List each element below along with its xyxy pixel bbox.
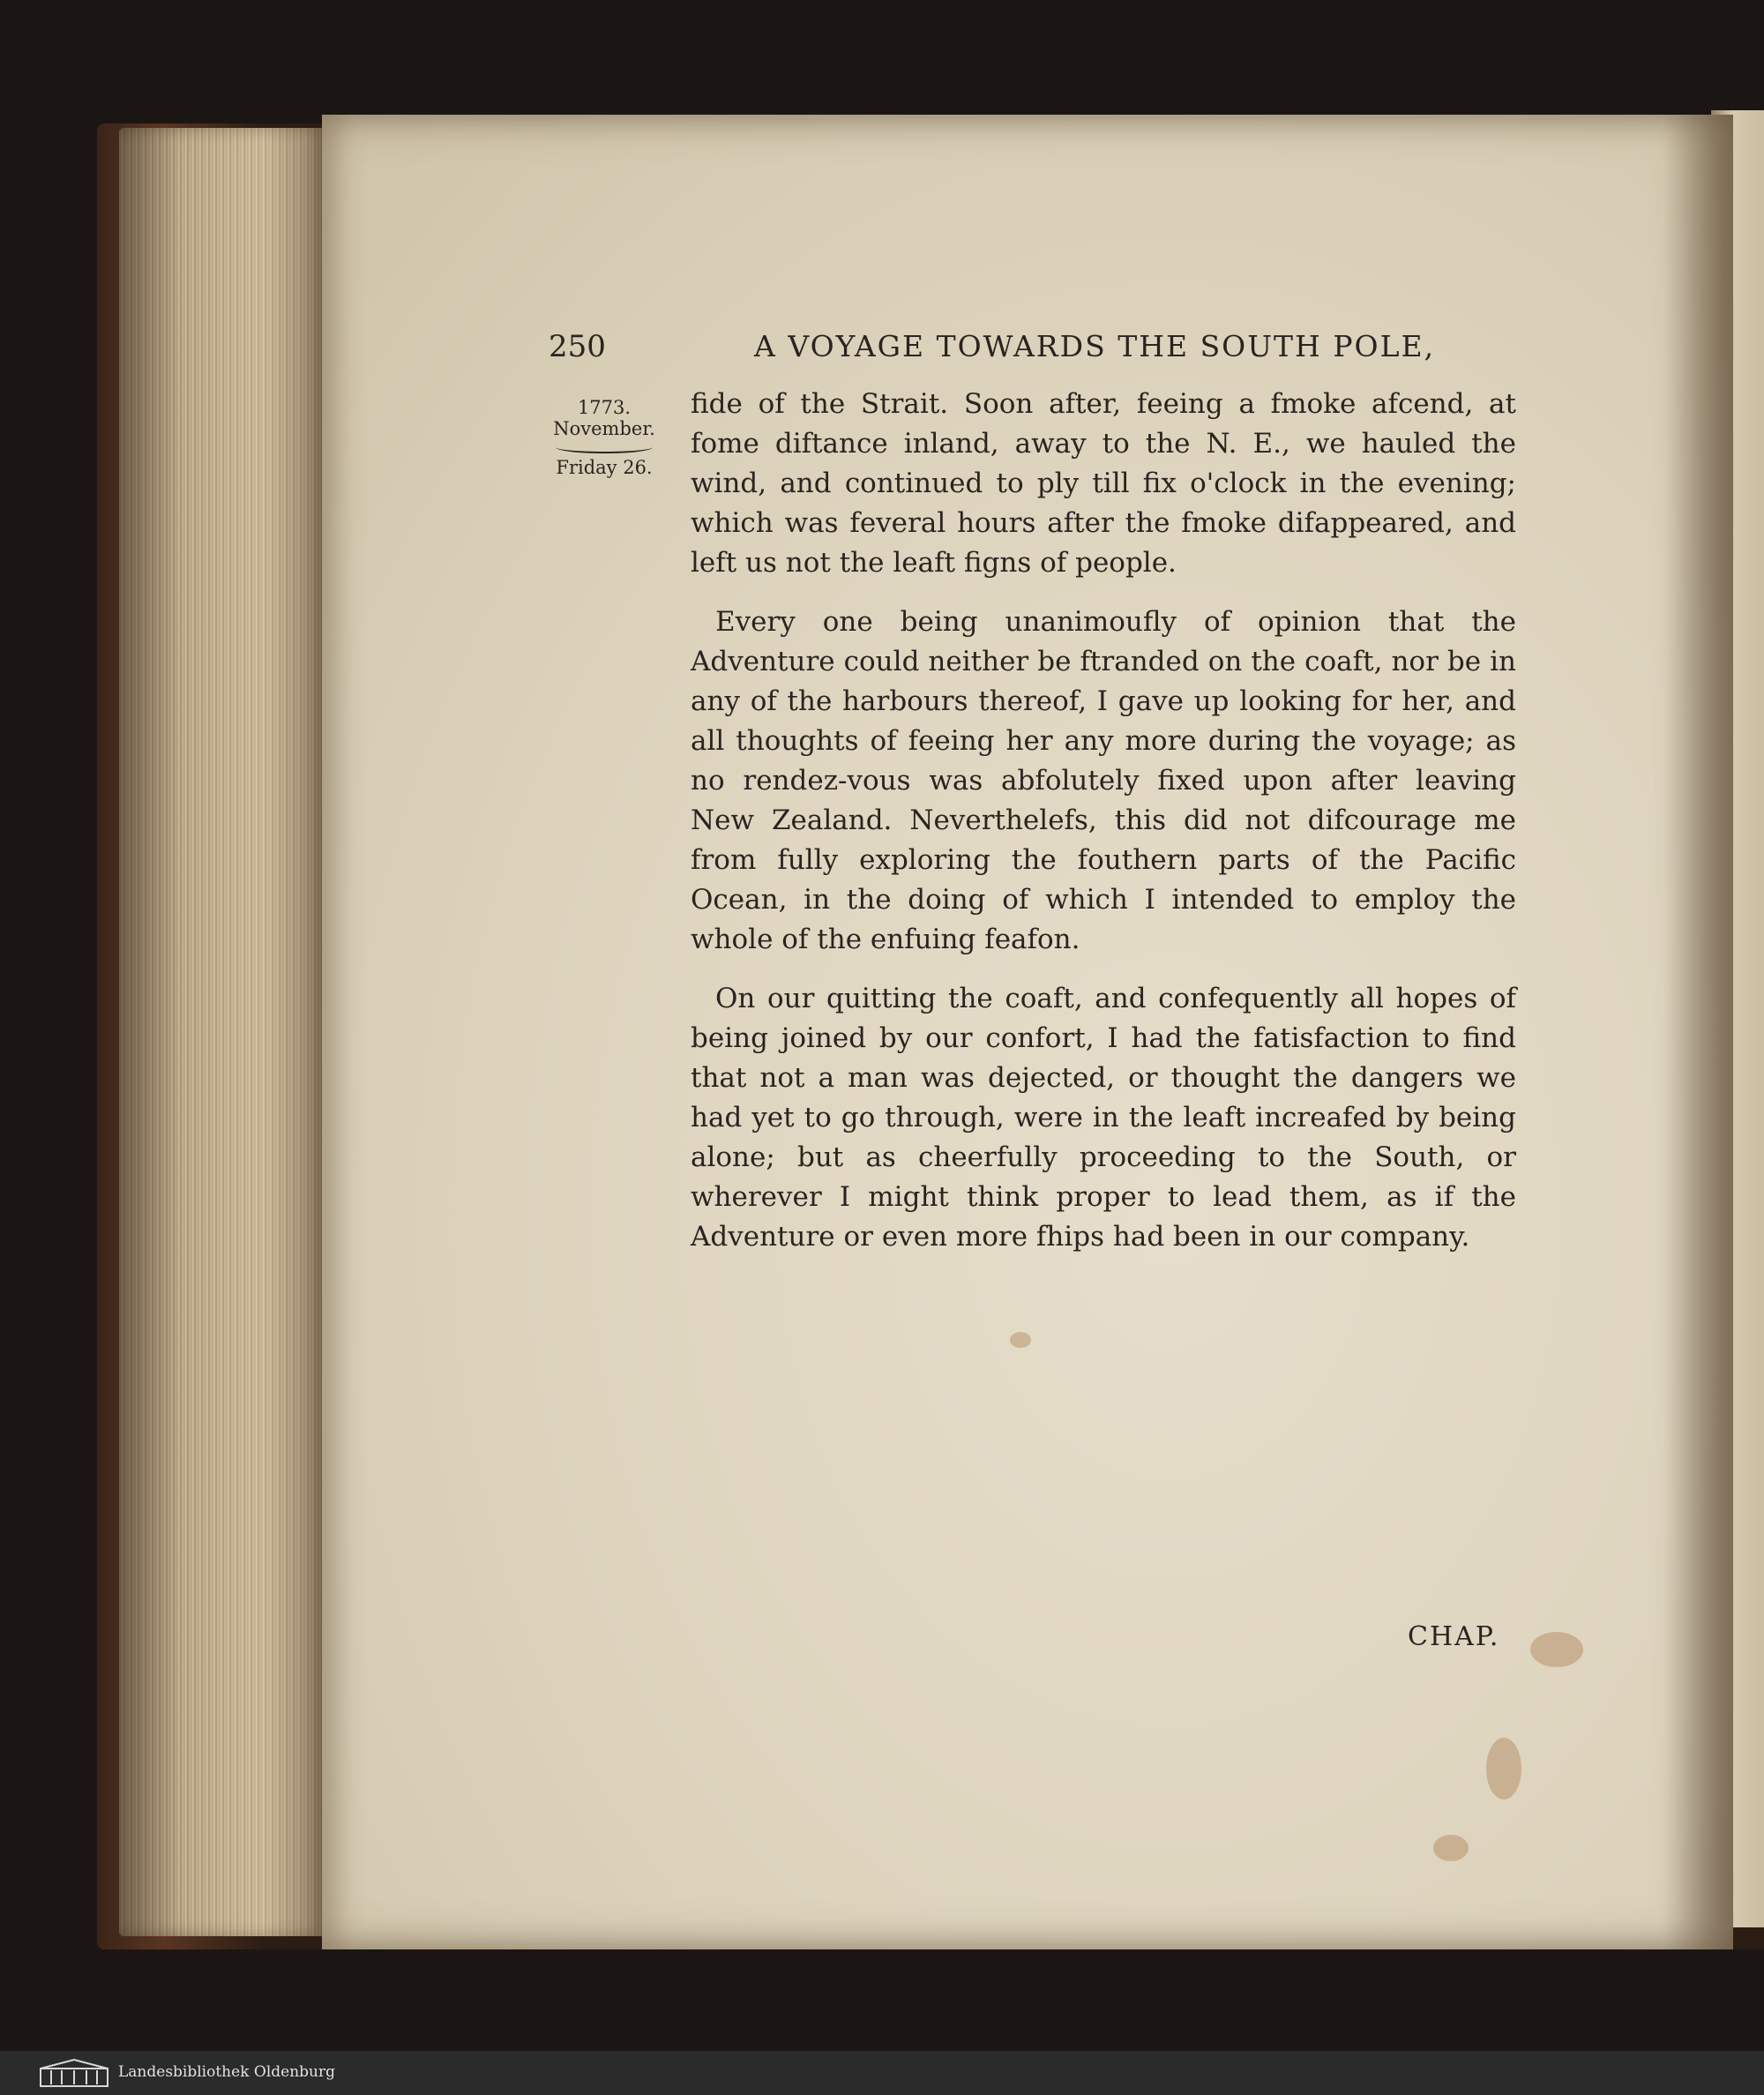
- running-title: A VOYAGE TOWARDS THE SOUTH POLE,: [754, 329, 1436, 363]
- paragraph-3: On our quitting the coaft, and confequently all hopes of being joined by our confort, I had the fatisfaction to find that not a man was dejected, or thought the dangers we had yet to go through, were in the leaft increafed by being alone; but as cheerfully proceeding to the South, or wherever I might think proper to lead them, as if the Adventure or even more fhips had been in our company.: [691, 983, 1516, 1253]
- foxing-stain: [1486, 1738, 1521, 1799]
- gutter-shadow: [1663, 115, 1733, 1949]
- foxing-stain: [1433, 1835, 1469, 1861]
- paragraph-2: Every one being unanimoufly of opinion that the Adventure could neither be ftranded on the coaft, nor be in any of the harbours thereof, I gave up looking for her, and all thoughts of feeing her any more during the voyage; as no rendez-vous was abfolutely fixed upon after leaving New Zealand. Neverthelefs, this did not difcourage me from fully exploring the fouthern parts of the Pacific Ocean, in the doing of which I intended to employ the whole of the enfuing feafon.: [691, 606, 1516, 955]
- page-edges-shadow: [119, 128, 326, 1936]
- margin-note-month: November.: [553, 418, 655, 439]
- catchword: CHAP.: [1408, 1621, 1500, 1652]
- foxing-stain: [1010, 1332, 1031, 1348]
- library-building-icon: [39, 2058, 109, 2088]
- foxing-stain: [1530, 1632, 1583, 1667]
- margin-note: [547, 397, 662, 478]
- library-name: Landesbibliothek Oldenburg: [118, 2063, 336, 2081]
- brace-icon: [556, 441, 653, 453]
- paragraph-1: fide of the Strait. Soon after, feeing a fmoke afcend, at fome diftance inland, away to the N. E., we hauled the wind, and continued to ply till fix o'clock in the evening; which was feveral hours after the fmoke difappeared, and left us not the leaft figns of people.: [691, 388, 1516, 579]
- margin-note-day: Friday 26.: [556, 457, 653, 478]
- footer-bar: [0, 2051, 1764, 2095]
- body-text: [691, 385, 1516, 1276]
- margin-note-year: 1773.: [577, 397, 632, 418]
- page-number: 250: [549, 329, 606, 364]
